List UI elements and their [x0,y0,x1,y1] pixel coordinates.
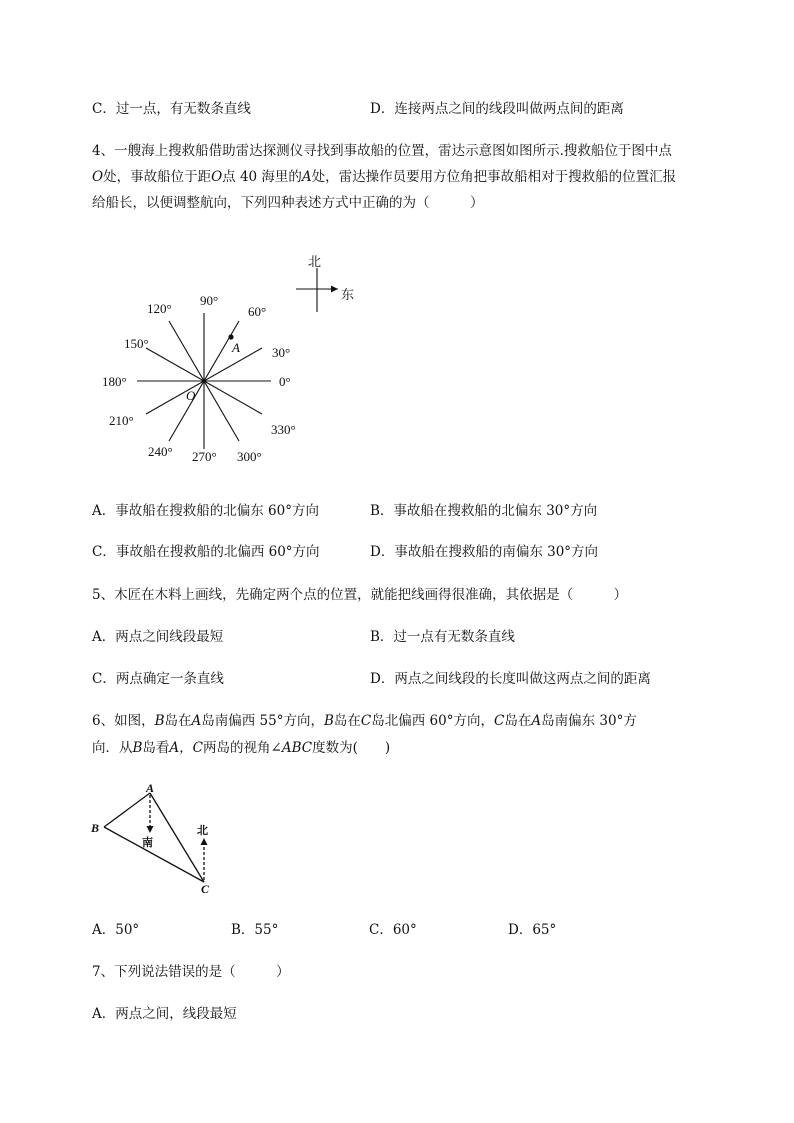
label-b: B [91,821,100,835]
q4-text: 处，雷达操作员要用方位角把事故船相对于搜救船的位置汇报 [311,169,677,185]
angle-270: 270° [192,449,217,464]
angle-60: 60° [248,304,267,319]
angle-330: 330° [271,422,296,437]
q6-text: 岛在 [504,713,532,729]
angle-210: 210° [109,413,134,428]
q5-stem: 5、木匠在木料上画线，先确定两个点的位置，就能把线画得很准确，其依据是（ ） [92,587,628,603]
var-c: C [360,713,372,729]
south-arrow-icon [147,826,154,833]
var-abc: ABC [281,740,313,756]
var-a: A [191,713,202,729]
q6-text: 岛在 [164,713,192,729]
segment-ac [150,793,204,882]
label-a: A [232,340,240,355]
angle-120: 120° [147,301,172,316]
q6-text: 岛北偏西 60°方向， [371,713,494,729]
q4-option-d: D．事故船在搜救船的南偏东 30°方向 [370,544,599,560]
q5-option-c: C．两点确定一条直线 [92,671,224,687]
angle-150: 150° [124,336,149,351]
angle-30: 30° [272,345,291,360]
triangle-diagram [88,778,228,898]
q6-text: 岛看 [142,740,170,756]
var-a: A [301,169,312,185]
var-b: B [154,713,165,729]
var-c: C [494,713,505,729]
q3-option-c: C．过一点，有无数条直线 [92,101,251,117]
q4-stem-line3: 给船长，以便调整航向，下列四种表述方式中正确的为（ ） [92,195,484,211]
compass-north-label: 北 [308,254,322,269]
q6-option-d: D．65° [508,922,557,938]
compass-east-arrow-icon [331,286,338,293]
angle-240: 240° [148,444,173,459]
var-a: A [531,713,542,729]
q6-text: 6、如图， [92,713,155,729]
segment-ab [104,793,150,827]
radar-diagram [95,248,375,470]
point-a-marker [228,334,233,339]
compass-east-label: 东 [341,287,355,302]
var-b: B [324,713,334,729]
q4-option-a: A．事故船在搜救船的北偏东 60°方向 [92,503,319,519]
var-ac: A，C [169,740,204,756]
var-o: O [211,169,223,185]
q6-text: 度数为( ) [312,740,391,756]
q7-option-a: A．两点之间，线段最短 [92,1006,237,1022]
q6-text: 岛南偏西 55°方向， [201,713,324,729]
label-o: O [186,388,196,403]
q6-option-c: C．60° [369,922,417,938]
label-south: 南 [142,837,153,849]
q6-text: 两岛的视角∠ [203,740,282,756]
q6-option-b: B．55° [231,922,279,938]
q4-option-b: B．事故船在搜救船的北偏东 30°方向 [370,503,598,519]
q3-option-d: D．连接两点之间的线段叫做两点间的距离 [370,101,624,117]
angle-300: 300° [237,449,262,464]
q4-stem-line1: 4、一艘海上搜救船借助雷达探测仪寻找到事故船的位置，雷达示意图如图所示.搜救船位于图中点 [92,143,672,159]
q5-option-a: A．两点之间线段最短 [92,629,224,645]
q6-option-a: A．50° [92,922,140,938]
q7-stem: 7、下列说法错误的是（ ） [92,964,290,980]
angle-0: 0° [279,374,291,389]
q4-text: 点 40 海里的 [222,169,302,185]
var-b: B [132,740,143,756]
label-c: C [201,882,210,896]
q6-text: 向．从 [92,740,133,756]
angle-180: 180° [102,374,127,389]
q6-stem-line1 [92,711,637,731]
q5-option-b: B．过一点有无数条直线 [370,629,515,645]
q6-text: 岛在 [333,713,361,729]
q4-option-c: C．事故船在搜救船的北偏西 60°方向 [92,544,320,560]
q6-text: 岛南偏东 30°方 [541,713,637,729]
var-o: O [92,169,104,185]
q4-text: 处，事故船位于距 [103,169,212,185]
q4-stem-line2 [92,167,676,187]
label-a: A [146,781,155,795]
segment-bc [104,827,204,882]
q6-stem-line2 [92,738,390,758]
angle-90: 90° [200,293,219,308]
q5-option-d: D．两点之间线段的长度叫做这两点之间的距离 [370,671,651,687]
north-arrow-icon [201,838,208,845]
label-north: 北 [197,825,208,837]
